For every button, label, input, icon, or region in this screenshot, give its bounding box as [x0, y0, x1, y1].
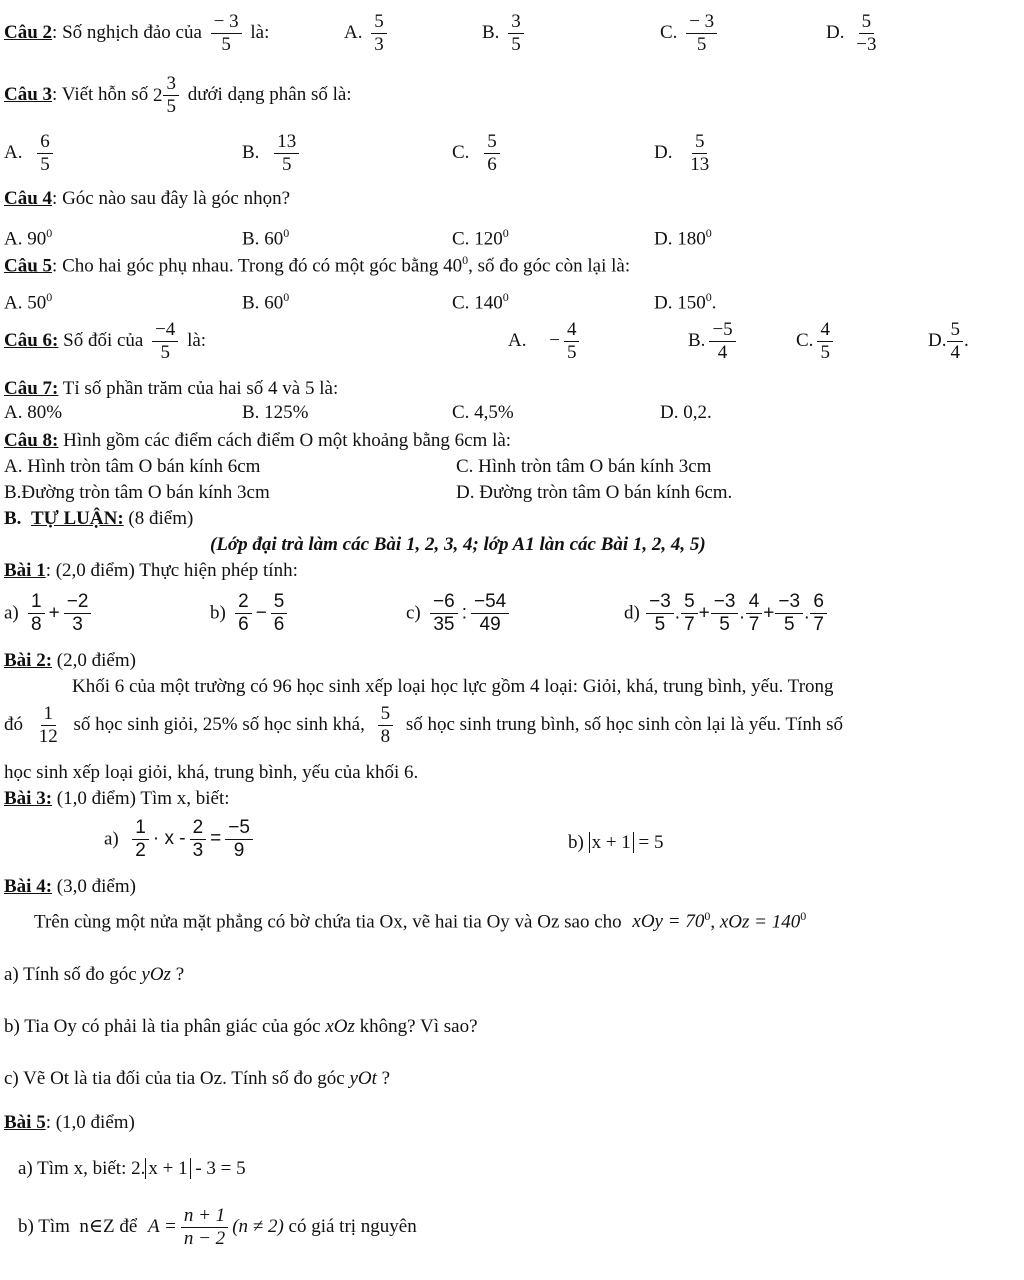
q8-option-d[interactable]: D. Đường tròn tâm O bán kính 6cm. [456, 482, 733, 503]
q3-text-a: : Viết hỗn số [52, 83, 149, 105]
part-b-heading: B. TỰ LUẬN: (8 điểm) [4, 508, 194, 529]
q7-label: Câu 7: [4, 378, 59, 399]
q3-mixed-number: 2 $\frac{3}{5}$ [153, 74, 183, 117]
q8-option-a[interactable]: A. Hình tròn tâm O bán kính 6cm [4, 456, 261, 477]
bai2-row: Bài 2: (2,0 điểm) [4, 650, 136, 671]
q3-option-a[interactable]: A. $\frac{6}{5}$ [4, 132, 57, 175]
bai4-row: Bài 4: (3,0 điểm) [4, 876, 136, 897]
q4-text: : Góc nào sau đây là góc nhọn? [52, 188, 291, 209]
bai2-line1: Khối 6 của một trường có 96 học sinh xếp loại học lực gồm 4 loại: Giỏi, khá, trung bình, yếu. Trong [72, 676, 834, 697]
part-b-title: TỰ LUẬN: [30, 508, 124, 529]
bai1-row [4, 560, 298, 582]
bai4-intro: Trên cùng một nửa mặt phẳng có bờ chứa tia Ox, vẽ hai tia Oy và Oz sao cho xOy = $70^0$, xOz = $140^0$ [34, 909, 807, 933]
q3-option-d[interactable]: D. $\frac{5}{13}$ [654, 131, 710, 175]
q3-row [4, 74, 352, 117]
bai4-c: c) Vẽ Ot là tia đối của tia Oz. Tính số đo góc yOt ? [4, 1068, 391, 1089]
bai1-c: c) $\frac{-6}{35}$ : $\frac{-54}{49}$ [406, 592, 513, 635]
q2-text-b: là: [250, 21, 270, 43]
bai1-text: : (2,0 điểm) Thực hiện phép tính: [45, 560, 298, 581]
q7-option-c[interactable]: C. 4,5% [452, 402, 514, 423]
q4-label: Câu 4 [4, 188, 53, 209]
bai1-d: d) $\frac{-3}{5}$ . $\frac{5}{7}$ + $\frac{-3}{5}$ . $\frac{4}{7}$ + $\frac{-3}{5}$ . $\frac{6}{7}$ [624, 592, 828, 635]
q4-option-b[interactable]: B. $60^0$ [242, 226, 290, 250]
bai4-label: Bài 4: [4, 876, 53, 897]
q8-option-c[interactable]: C. Hình tròn tâm O bán kính 3cm [456, 456, 712, 477]
bai2-line2: đó $\frac{1}{12}$ số học sinh giỏi, 25% số học sinh khá, $\frac{5}{8}$ số học sinh trung bình, số học sinh còn lại là yếu. Tính số [4, 703, 843, 747]
bai1-b: b) $\frac{2}{6}$ − $\frac{5}{6}$ [210, 592, 291, 635]
q3-option-c[interactable]: C. $\frac{5}{6}$ [452, 132, 504, 175]
q5-text-a: : Cho hai góc phụ nhau. Trong đó có một góc bằng 40 [52, 255, 463, 277]
q4-option-d[interactable]: D. $180^0$ [654, 226, 712, 250]
bai5-a: a) Tìm x, biết: 2. x + 1 - 3 = 5 [18, 1158, 246, 1179]
q3-text-b: dưới dạng phân số là: [187, 83, 352, 105]
q2-option-b[interactable]: B. $\frac{3}{5}$ [482, 12, 528, 55]
q8-row [4, 430, 511, 452]
bai1-a: a) $\frac{1}{8}$ + $\frac{-2}{3}$ [4, 592, 95, 635]
q8-option-b[interactable]: B.Đường tròn tâm O bán kính 3cm [4, 482, 270, 503]
q5-option-c[interactable]: C. $140^0$ [452, 290, 509, 314]
q2-option-d[interactable]: D. $\frac{5}{-3}$ [826, 11, 877, 55]
q5-option-d[interactable]: D. $150^0$. [654, 290, 717, 314]
bai4-a: a) Tính số đo góc yOz ? [4, 964, 185, 985]
q6-text-a: Số đối của [63, 329, 144, 351]
bai5-label: Bài 5 [4, 1112, 46, 1133]
q7-option-b[interactable]: B. 125% [242, 402, 309, 423]
q6-fraction: $\frac{-4}{5}$ [152, 320, 178, 363]
q2-option-a[interactable]: A. $\frac{5}{3}$ [344, 12, 391, 55]
q7-option-a[interactable]: A. 80% [4, 402, 63, 423]
q6-option-b[interactable]: B. $\frac{-5}{4}$ [688, 320, 740, 363]
q5-label: Câu 5 [4, 255, 53, 277]
q7-row [4, 378, 338, 400]
q2-option-c[interactable]: C. $\frac{- 3}{5}$ [660, 12, 721, 55]
q8-text: Hình gồm các điểm cách điểm O một khoảng bằng 6cm là: [63, 430, 512, 451]
q5-option-b[interactable]: B. $60^0$ [242, 290, 290, 314]
q5-option-a[interactable]: A. $50^0$ [4, 290, 53, 314]
q6-text-b: là: [187, 329, 207, 351]
bai2-line3: học sinh xếp loại giỏi, khá, trung bình, yếu của khối 6. [4, 762, 419, 783]
q8-label: Câu 8: [4, 430, 59, 451]
bai3-b: b) x + 1 = 5 [568, 832, 664, 853]
q5-row: Câu 5: Cho hai góc phụ nhau. Trong đó có một góc bằng $40^0$, số đo góc còn lại là: [4, 253, 631, 277]
part-b-note: (Lớp đại trà làm các Bài 1, 2, 3, 4; lớp A1 làn các Bài 1, 2, 4, 5) [210, 534, 706, 555]
bai4-b: b) Tia Oy có phải là tia phân giác của góc xOz không? Vì sao? [4, 1016, 478, 1037]
q4-row [4, 188, 290, 210]
q3-option-b[interactable]: B. $\frac{13}{5}$ [242, 132, 303, 175]
bai3-a: a) $\frac{1}{2}$ · x - $\frac{2}{3}$ = $\frac{-5}{9}$ [104, 818, 257, 861]
bai3-label: Bài 3: [4, 788, 53, 809]
q3-label: Câu 3 [4, 83, 53, 105]
q6-option-d[interactable]: D. $\frac{5}{4}$ . [928, 319, 969, 363]
q2-text-a: : Số nghịch đảo của [52, 21, 202, 43]
q6-option-c[interactable]: C. $\frac{4}{5}$ [796, 320, 837, 363]
q2-row [4, 12, 269, 55]
q4-option-c[interactable]: C. $120^0$ [452, 226, 509, 250]
q2-label: Câu 2 [4, 21, 53, 43]
q6-row [4, 320, 206, 363]
bai3-row: Bài 3: (1,0 điểm) Tìm x, biết: [4, 788, 230, 809]
bai5-b: b) Tìm n∈Z để A = $\frac{n + 1}{n - 2}$ (n ≠ 2) có giá trị nguyên [18, 1205, 417, 1249]
q7-text: Tỉ số phần trăm của hai số 4 và 5 là: [62, 378, 339, 399]
q2-fraction: $\frac{- 3}{5}$ [211, 12, 242, 55]
bai1-label: Bài 1 [4, 560, 46, 581]
q6-option-a[interactable]: A. − $\frac{4}{5}$ [508, 320, 583, 363]
q7-option-d[interactable]: D. 0,2. [660, 402, 712, 423]
q6-label: Câu 6: [4, 329, 59, 351]
q5-text-b: , số đo góc còn lại là: [468, 255, 631, 277]
bai5-row: Bài 5: (1,0 điểm) [4, 1112, 135, 1133]
q4-option-a[interactable]: A. $90^0$ [4, 226, 53, 250]
part-b-points: (8 điểm) [128, 508, 194, 529]
bai2-label: Bài 2: [4, 650, 53, 671]
